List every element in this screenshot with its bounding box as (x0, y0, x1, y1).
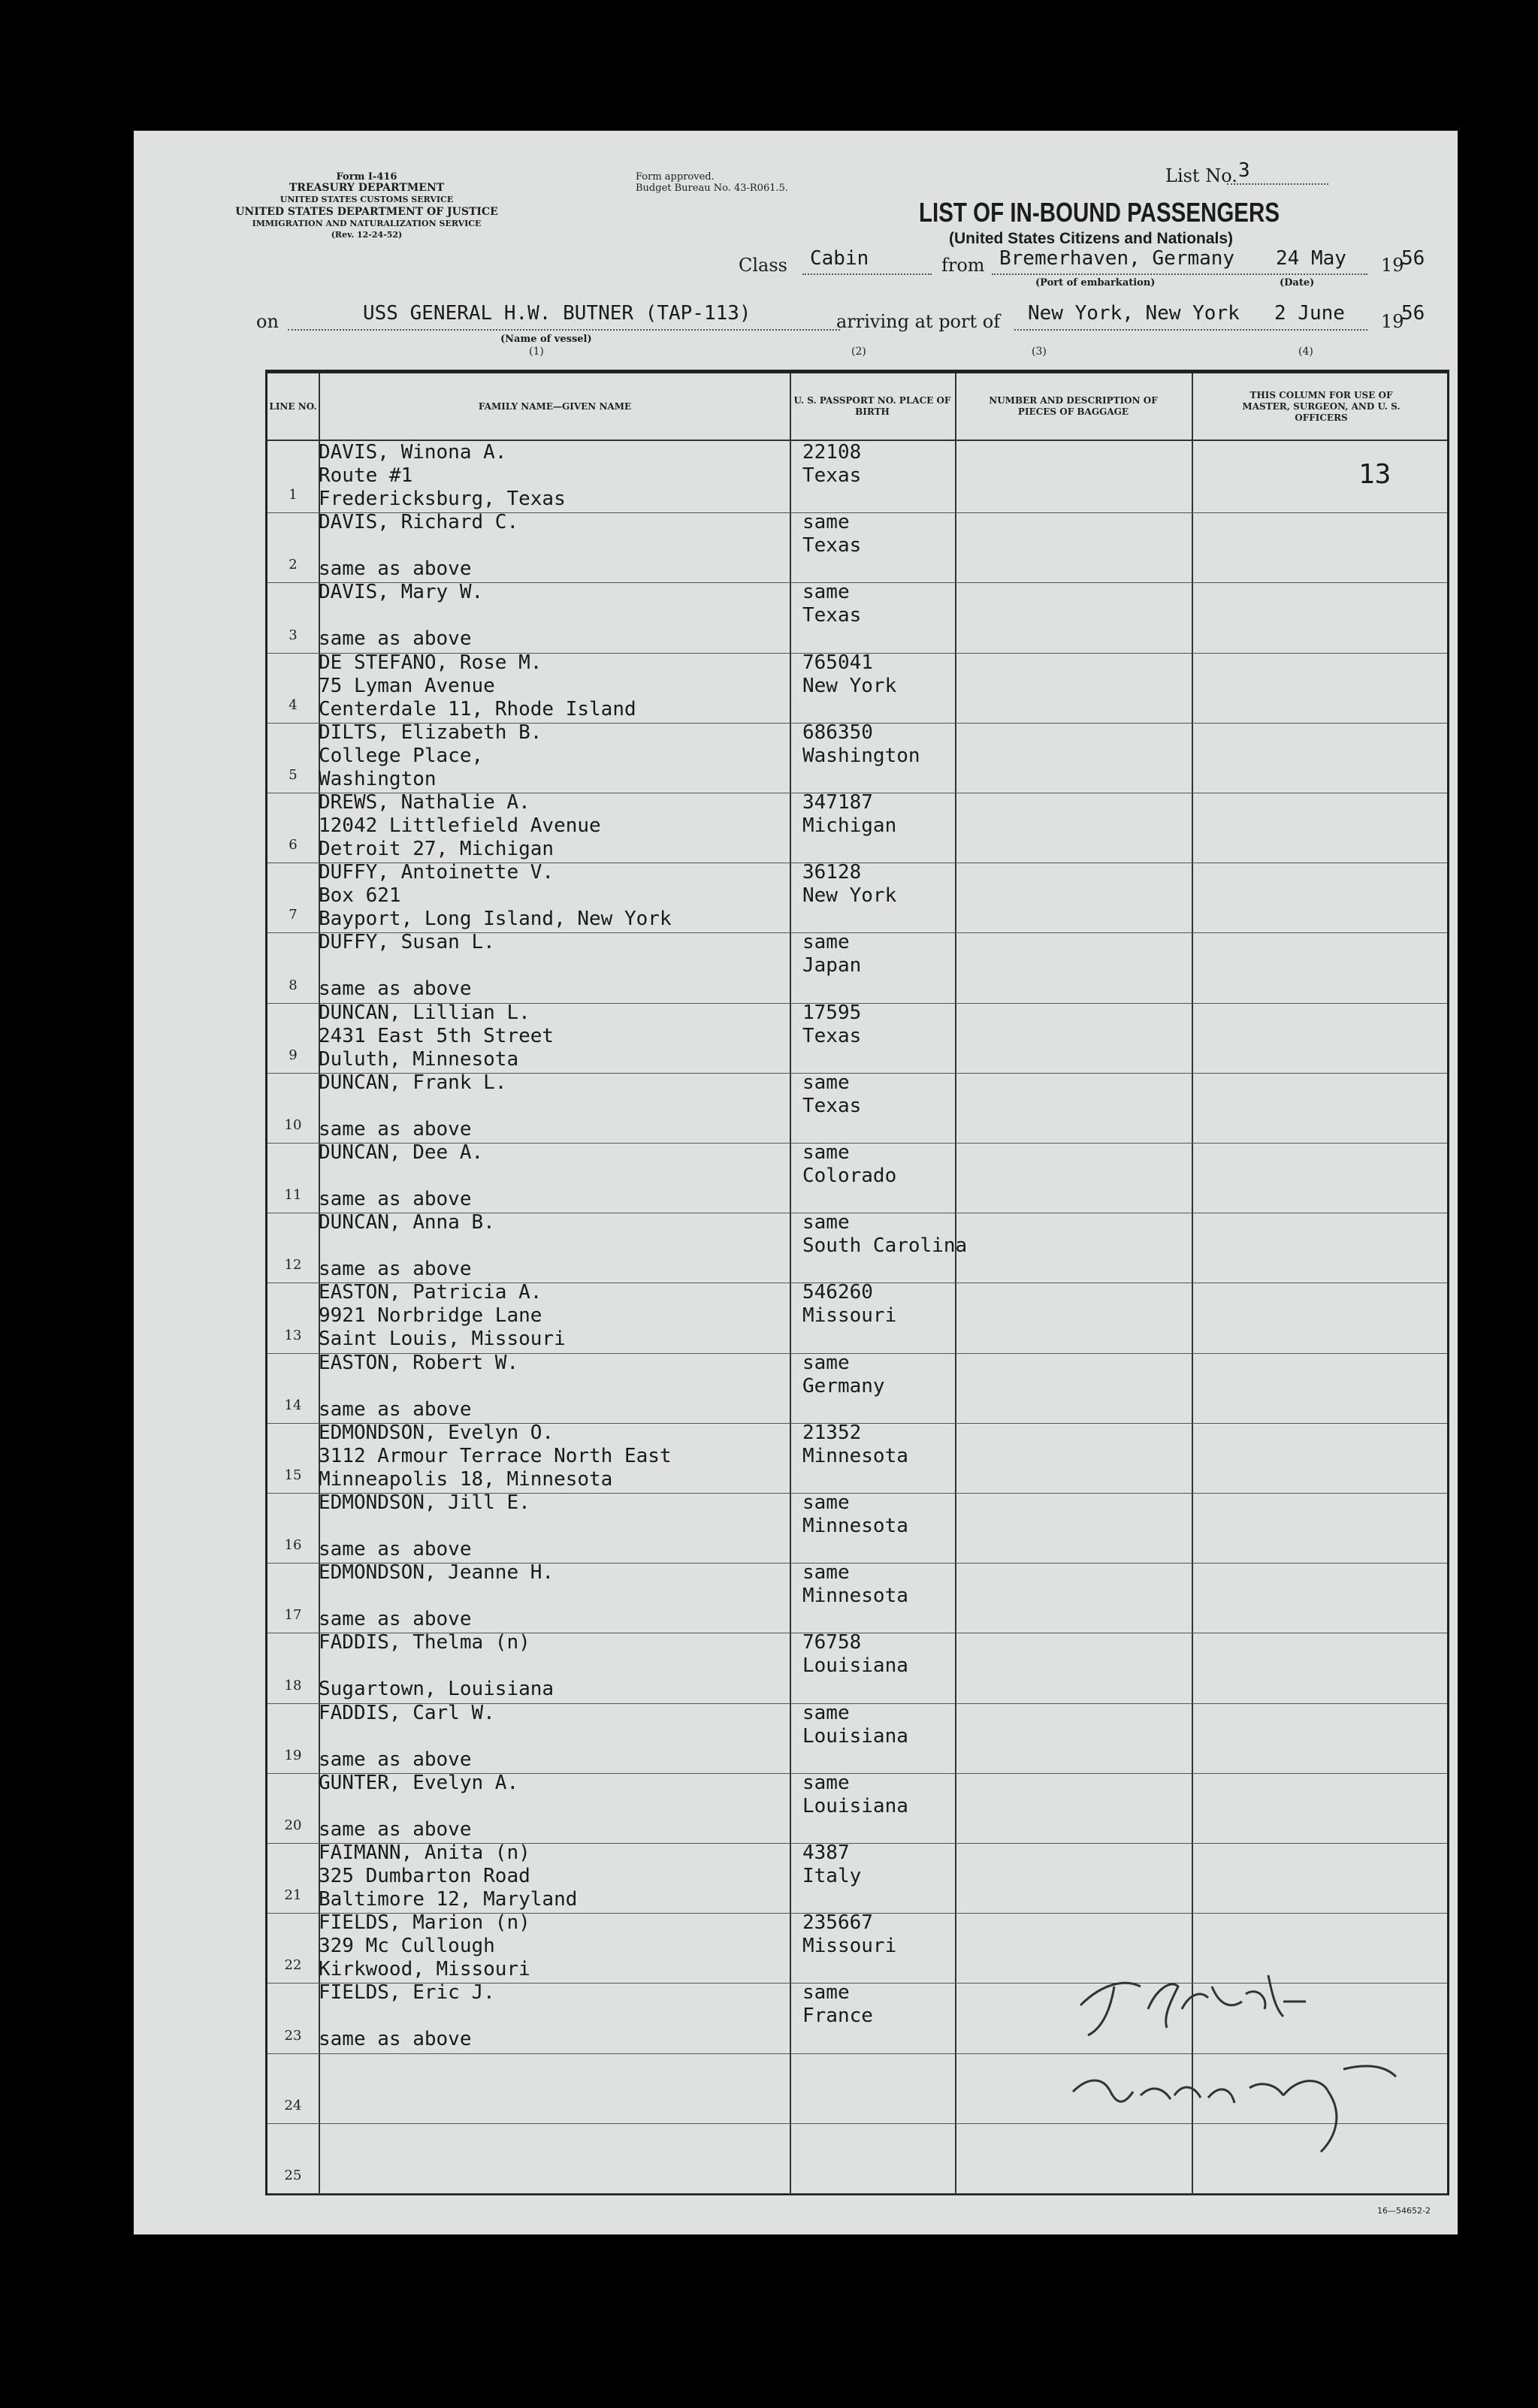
line-number: 10 (284, 1117, 302, 1133)
passenger-name: DUFFY, Susan L. same as above (319, 931, 495, 1001)
passport-birthplace: same Germany (802, 1351, 885, 1397)
department-treasury: TREASURY DEPARTMENT (289, 182, 445, 194)
passport-birthplace: 765041 New York (802, 651, 897, 697)
passenger-name: DUNCAN, Anna B. same as above (319, 1211, 495, 1281)
immigration-service: IMMIGRATION AND NATURALIZATION SERVICE (252, 219, 482, 228)
customs-service: UNITED STATES CUSTOMS SERVICE (279, 195, 454, 204)
passenger-name: FADDIS, Carl W. same as above (319, 1701, 495, 1771)
footer-code: 16—54652-2 (1377, 2206, 1431, 2216)
line-number: 6 (289, 837, 298, 854)
class-label: Class (739, 255, 787, 276)
line-number: 13 (284, 1327, 302, 1343)
form-header-left (231, 171, 502, 240)
line-number: 5 (289, 767, 298, 783)
header-line-no: LINE NO. (269, 400, 317, 412)
officer-signatures (1058, 1964, 1449, 2159)
passport-birthplace: 76758 Louisiana (802, 1631, 908, 1678)
passport-birthplace: same Texas (802, 1071, 862, 1117)
passenger-name: FADDIS, Thelma (n) Sugartown, Louisiana (319, 1631, 554, 1701)
passenger-name: DE STEFANO, Rose M. 75 Lyman Avenue Centerdale 11, Rhode Island (319, 651, 636, 721)
officer-count-note: 13 (1358, 459, 1391, 490)
passport-birthplace: 347187 Michigan (802, 791, 897, 837)
arrival-port: New York, New York (1028, 302, 1240, 325)
line-number: 24 (284, 2097, 302, 2113)
passenger-name: EDMONDSON, Jill E. same as above (319, 1491, 530, 1561)
document-subtitle: (United States Citizens and Nationals) (949, 230, 1234, 247)
line-number: 14 (284, 1397, 302, 1413)
vessel-name: USS GENERAL H.W. BUTNER (TAP-113) (363, 302, 751, 325)
vessel-caption: (Name of vessel) (500, 334, 592, 345)
list-no-label: List No. (1165, 165, 1237, 186)
passport-birthplace: same Louisiana (802, 1771, 908, 1817)
passport-birthplace: 21352 Minnesota (802, 1421, 908, 1467)
header-family-name: FAMILY NAME—GIVEN NAME (478, 400, 632, 412)
passport-birthplace: 546260 Missouri (802, 1281, 897, 1328)
line-number: 3 (289, 627, 298, 643)
header-baggage: NUMBER AND DESCRIPTION OF PIECES OF BAGGAGE (989, 395, 1158, 417)
passport-birthplace: 686350 Washington (802, 721, 920, 767)
passenger-name: EASTON, Patricia A. 9921 Norbridge Lane Saint Louis, Missouri (319, 1281, 566, 1351)
budget-bureau: Budget Bureau No. 43-R061.5. (636, 183, 789, 194)
arrival-year: 56 (1401, 302, 1425, 325)
line-number: 21 (284, 1887, 302, 1904)
passport-birthplace: same Minnesota (802, 1491, 908, 1537)
passenger-name: DAVIS, Richard C. same as above (319, 511, 519, 581)
form-sheet (134, 131, 1458, 2234)
passport-birthplace: same Minnesota (802, 1561, 908, 1608)
row-divider (267, 2193, 1447, 2194)
column-caption-2: (2) (851, 346, 866, 358)
form-approved: Form approved. (636, 171, 715, 183)
line-number: 17 (284, 1607, 302, 1624)
line-number: 22 (284, 1957, 302, 1974)
header-passport: U. S. PASSPORT NO. PLACE OF BIRTH (793, 395, 951, 417)
passenger-name: DREWS, Nathalie A. 12042 Littlefield Avenue Detroit 27, Michigan (319, 791, 601, 860)
passport-birthplace: 235667 Missouri (802, 1911, 897, 1958)
passenger-name: DAVIS, Winona A. Route #1 Fredericksburg, Texas (319, 441, 566, 510)
line-number: 12 (284, 1257, 302, 1273)
line-number: 25 (284, 2168, 302, 2183)
line-number: 15 (284, 1467, 302, 1483)
embarkation-year: 56 (1401, 247, 1425, 270)
year-prefix: 19 (1381, 255, 1404, 276)
class-value: Cabin (810, 247, 869, 270)
column-caption-4: (4) (1298, 346, 1313, 358)
line-number: 18 (284, 1677, 302, 1693)
line-number: 11 (284, 1187, 302, 1204)
passenger-name: EDMONDSON, Jeanne H. same as above (319, 1561, 554, 1631)
column-caption-1: (1) (529, 346, 544, 358)
passport-birthplace: same France (802, 1981, 873, 2028)
embarkation-port: Bremerhaven, Germany (999, 247, 1235, 270)
line-number: 9 (289, 1047, 298, 1063)
passenger-name: FIELDS, Eric J. same as above (319, 1981, 495, 2051)
line-number: 8 (289, 977, 298, 993)
from-label: from (941, 255, 985, 276)
line-number: 7 (289, 907, 298, 923)
form-number: Form I-416 (336, 171, 397, 183)
embarkation-date: 24 May (1276, 247, 1346, 270)
passenger-name: FIELDS, Marion (n) 329 Mc Cullough Kirkwood, Missouri (319, 1911, 530, 1981)
passenger-name: DUNCAN, Frank L. same as above (319, 1071, 507, 1141)
passenger-name: EASTON, Robert W. same as above (319, 1351, 519, 1421)
passenger-name: DUNCAN, Lillian L. 2431 East 5th Street Duluth, Minnesota (319, 1001, 554, 1071)
year-prefix-2: 19 (1381, 311, 1404, 332)
on-label: on (256, 311, 279, 332)
line-number: 4 (289, 696, 298, 713)
passport-birthplace: 17595 Texas (802, 1001, 862, 1047)
passport-birthplace: same Texas (802, 511, 862, 557)
line-number: 16 (284, 1537, 302, 1554)
passenger-name: DAVIS, Mary W. same as above (319, 581, 484, 651)
department-justice: UNITED STATES DEPARTMENT OF JUSTICE (235, 206, 498, 218)
port-caption: (Port of embarkation) (1035, 277, 1156, 289)
line-number: 20 (284, 1817, 302, 1833)
date-caption: (Date) (1280, 277, 1315, 289)
passport-birthplace: same Texas (802, 581, 862, 627)
passenger-name: GUNTER, Evelyn A. same as above (319, 1771, 519, 1841)
passenger-name: FAIMANN, Anita (n) 325 Dumbarton Road Baltimore 12, Maryland (319, 1842, 578, 1911)
passenger-name: DUNCAN, Dee A. same as above (319, 1141, 484, 1210)
document-title: LIST OF IN-BOUND PASSENGERS (919, 197, 1280, 228)
passport-birthplace: 22108 Texas (802, 441, 862, 487)
header-officers: THIS COLUMN FOR USE OF MASTER, SURGEON, AND U. S. OFFICERS (1242, 389, 1401, 423)
passport-birthplace: same Japan (802, 931, 862, 977)
line-number: 23 (284, 2027, 302, 2044)
passenger-name: DILTS, Elizabeth B. College Place, Washington (319, 721, 542, 790)
passenger-table (265, 370, 1449, 2195)
passport-birthplace: same Colorado (802, 1141, 897, 1187)
line-number: 19 (284, 1747, 302, 1763)
arriving-label: arriving at port of (836, 311, 1001, 332)
passenger-name: EDMONDSON, Evelyn O. 3112 Armour Terrace North East Minneapolis 18, Minnesota (319, 1421, 672, 1491)
passport-birthplace: same South Carolina (802, 1211, 968, 1258)
column-caption-3: (3) (1032, 346, 1047, 358)
revision-date: (Rev. 12-24-52) (331, 230, 403, 240)
line-number: 2 (289, 557, 298, 573)
passport-birthplace: same Louisiana (802, 1701, 908, 1748)
arrival-date: 2 June (1274, 302, 1345, 325)
passport-birthplace: 36128 New York (802, 861, 897, 908)
line-number: 1 (289, 487, 298, 503)
passport-birthplace: 4387 Italy (802, 1842, 862, 1887)
passenger-name: DUFFY, Antoinette V. Box 621 Bayport, Long Island, New York (319, 861, 672, 931)
budget-approval (636, 171, 788, 194)
list-no-value: 3 (1238, 159, 1250, 182)
